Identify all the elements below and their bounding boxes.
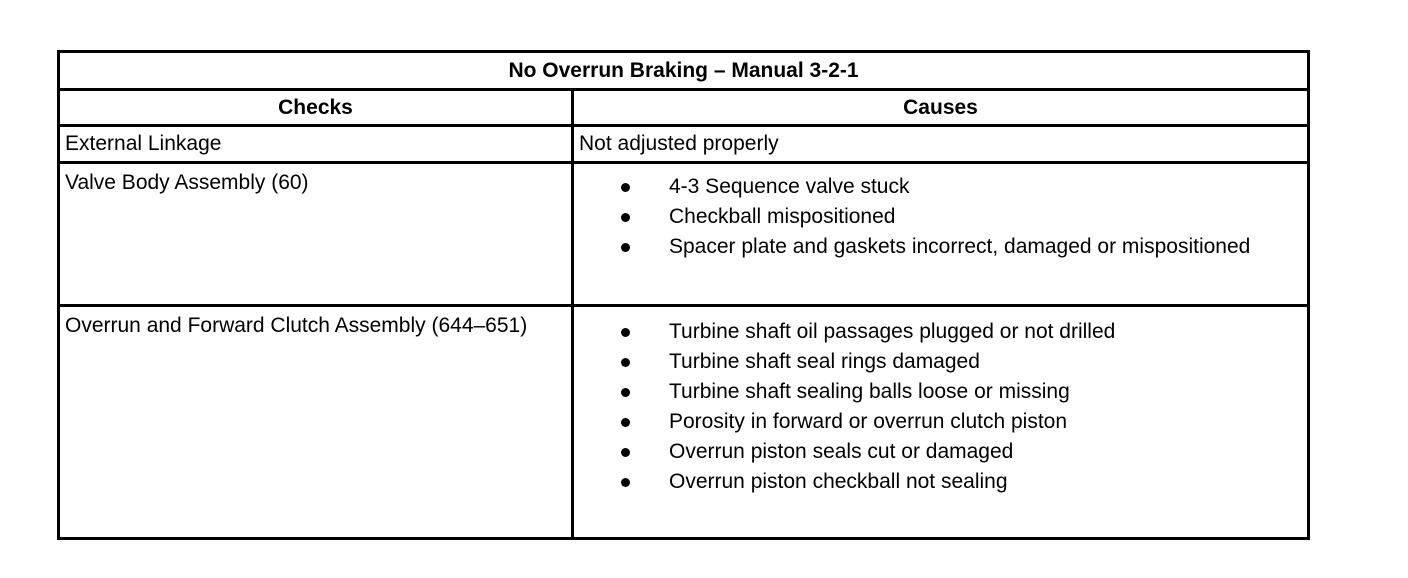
cause-list (574, 164, 1307, 262)
cause-text: Checkball mispositioned (669, 205, 896, 228)
table-header-row (59, 90, 1309, 126)
cause-text: Turbine shaft oil passages plugged or not drilled (669, 320, 1116, 343)
cause-list-item (574, 232, 1307, 262)
bullet-icon (621, 478, 630, 487)
table-title: No Overrun Braking – Manual 3-2-1 (59, 52, 1309, 90)
cause-list (574, 307, 1307, 497)
bullet-icon (621, 358, 630, 367)
bullet-icon (621, 448, 630, 457)
cause-list-item (574, 407, 1307, 437)
cause-cell (573, 163, 1309, 306)
cause-text: Porosity in forward or overrun clutch piston (669, 410, 1068, 433)
column-header-causes: Causes (573, 90, 1309, 126)
cause-list-item (574, 467, 1307, 497)
cause-list-item (574, 347, 1307, 377)
cause-cell: Not adjusted properly (573, 126, 1309, 163)
cause-text: Turbine shaft seal rings damaged (669, 350, 980, 373)
cause-list-item (574, 437, 1307, 467)
check-cell: Valve Body Assembly (60) (59, 163, 573, 306)
table-row (59, 126, 1309, 163)
cause-text: 4-3 Sequence valve stuck (669, 175, 910, 198)
cause-list-item (574, 202, 1307, 232)
bullet-icon (621, 183, 630, 192)
cause-cell (573, 306, 1309, 539)
cause-list-item (574, 377, 1307, 407)
diagnosis-table (57, 50, 1310, 540)
check-cell: Overrun and Forward Clutch Assembly (644–651) (59, 306, 573, 539)
bullet-icon (621, 213, 630, 222)
cause-list-item (574, 172, 1307, 202)
cause-list-item (574, 317, 1307, 347)
bullet-icon (621, 388, 630, 397)
column-header-checks: Checks (59, 90, 573, 126)
bullet-icon (621, 418, 630, 427)
check-cell: External Linkage (59, 126, 573, 163)
cause-text: Spacer plate and gaskets incorrect, damaged or mispositioned (669, 235, 1251, 258)
cause-text: Overrun piston seals cut or damaged (669, 440, 1014, 463)
cause-text: Turbine shaft sealing balls loose or missing (669, 380, 1070, 403)
table-row (59, 163, 1309, 306)
bullet-icon (621, 328, 630, 337)
bullet-icon (621, 243, 630, 252)
table-row (59, 306, 1309, 539)
cause-text: Overrun piston checkball not sealing (669, 470, 1008, 493)
table-title-row (59, 52, 1309, 90)
